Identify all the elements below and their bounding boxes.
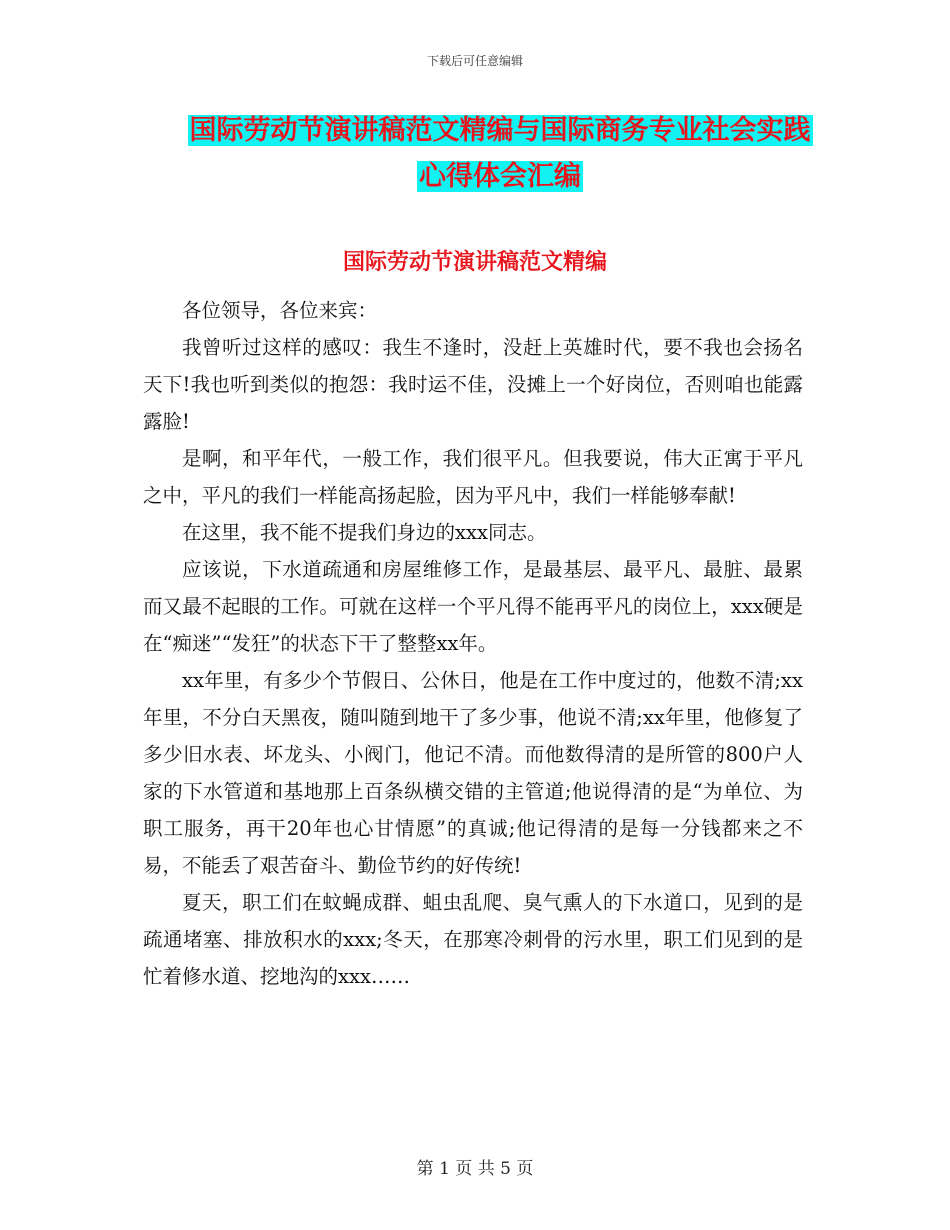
paragraph: xx年里，有多少个节假日、公休日，他是在工作中度过的，他数不清;xx年里，不分白天黑夜，随叫随到地干了多少事，他说不清;xx年里，他修复了多少旧水表、坏龙头、小阀门，他记不清。而他数得清的是所管的800户人家的下水管道和基地那上百条纵横交错的主管道;他说得清的是“为单位、为职工服务，再干20年也心甘情愿”的真诚;他记得清的是每一分钱都来之不易，不能丢了艰苦奋斗、勤俭节约的好传统! — [143, 669, 803, 877]
page-footer: 第 1 页 共 5 页 — [416, 1159, 534, 1179]
body-text — [143, 292, 803, 995]
header-note: 下载后可任意编辑 — [426, 54, 523, 68]
document-title — [150, 108, 850, 200]
document-title-line-1: 国际劳动节演讲稿范文精编与国际商务专业社会实践 — [189, 115, 811, 146]
paragraph: 应该说，下水道疏通和房屋维修工作，是最基层、最平凡、最脏、最累而又最不起眼的工作。可就在这样一个平凡得不能再平凡的岗位上，xxx硬是在“痴迷”“发狂”的状态下干了整整xx年。 — [143, 558, 803, 655]
paragraph: 各位领导，各位来宾： — [182, 299, 378, 322]
paragraph: 夏天，职工们在蚊蝇成群、蛆虫乱爬、臭气熏人的下水道口，见到的是疏通堵塞、排放积水的xxx;冬天，在那寒冷刺骨的污水里，职工们见到的是忙着修水道、挖地沟的xxx…… — [143, 891, 803, 988]
section-title: 国际劳动节演讲稿范文精编 — [342, 250, 607, 275]
paragraph: 在这里，我不能不提我们身边的xxx同志。 — [182, 521, 547, 544]
document-title-line-2: 心得体会汇编 — [419, 161, 581, 192]
paragraph: 我曾听过这样的感叹：我生不逢时，没赶上英雄时代，要不我也会扬名天下!我也听到类似的抱怨：我时运不佳，没摊上一个好岗位，否则咱也能露露脸! — [143, 336, 803, 433]
paragraph: 是啊，和平年代，一般工作，我们很平凡。但我要说，伟大正寓于平凡之中，平凡的我们一样能高扬起脸，因为平凡中，我们一样能够奉献! — [143, 447, 803, 507]
